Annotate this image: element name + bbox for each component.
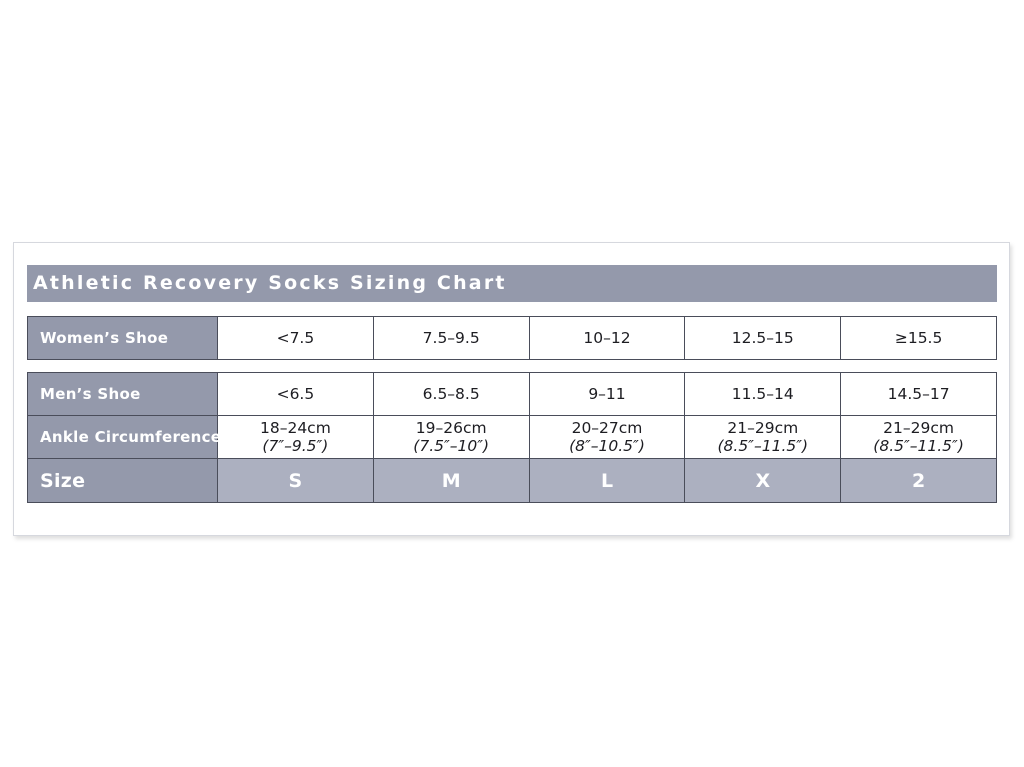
size-value: M [373,459,529,503]
sizing-chart-card [13,242,1010,536]
womens-shoe-value: 10–12 [529,317,685,360]
ankle-metric: 21–29cm [883,419,954,437]
ankle-metric: 19–26cm [415,419,487,437]
mens-shoe-value: 6.5–8.5 [373,373,529,416]
mens-shoe-label: Men’s Shoe [28,373,218,416]
chart-title: Athletic Recovery Socks Sizing Chart [27,265,997,302]
womens-shoe-row [28,317,997,360]
ankle-imperial: (8″–10.5″) [569,437,645,455]
womens-shoe-label: Women’s Shoe [28,317,218,360]
womens-shoe-value: 7.5–9.5 [373,317,529,360]
ankle-metric: 18–24cm [259,419,331,437]
mens-shoe-value: <6.5 [218,373,374,416]
mens-shoe-row [28,373,997,416]
womens-shoe-value: <7.5 [218,317,374,360]
size-label: Size [28,459,218,503]
size-value: L [529,459,685,503]
ankle-imperial: (8.5″–11.5″) [873,437,964,455]
ankle-circumference-value [529,416,685,459]
womens-shoe-value: ≥15.5 [841,317,997,360]
size-value: 2 [841,459,997,503]
ankle-metric: 20–27cm [571,419,643,437]
ankle-circumference-value [373,416,529,459]
ankle-circumference-value [218,416,374,459]
ankle-circumference-label: Ankle Circumference [28,416,218,459]
size-value: X [685,459,841,503]
womens-size-table [27,316,997,360]
ankle-circumference-value [685,416,841,459]
size-value: S [218,459,374,503]
ankle-imperial: (7″–9.5″) [262,437,329,455]
ankle-circumference-row [28,416,997,459]
mens-shoe-value: 9–11 [529,373,685,416]
ankle-metric: 21–29cm [727,419,799,437]
ankle-imperial: (8.5″–11.5″) [717,437,809,455]
mens-size-table [27,372,997,503]
ankle-circumference-value [841,416,997,459]
womens-shoe-value: 12.5–15 [685,317,841,360]
mens-shoe-value: 14.5–17 [841,373,997,416]
ankle-imperial: (7.5″–10″) [413,437,490,455]
size-row [28,459,997,503]
mens-shoe-value: 11.5–14 [685,373,841,416]
